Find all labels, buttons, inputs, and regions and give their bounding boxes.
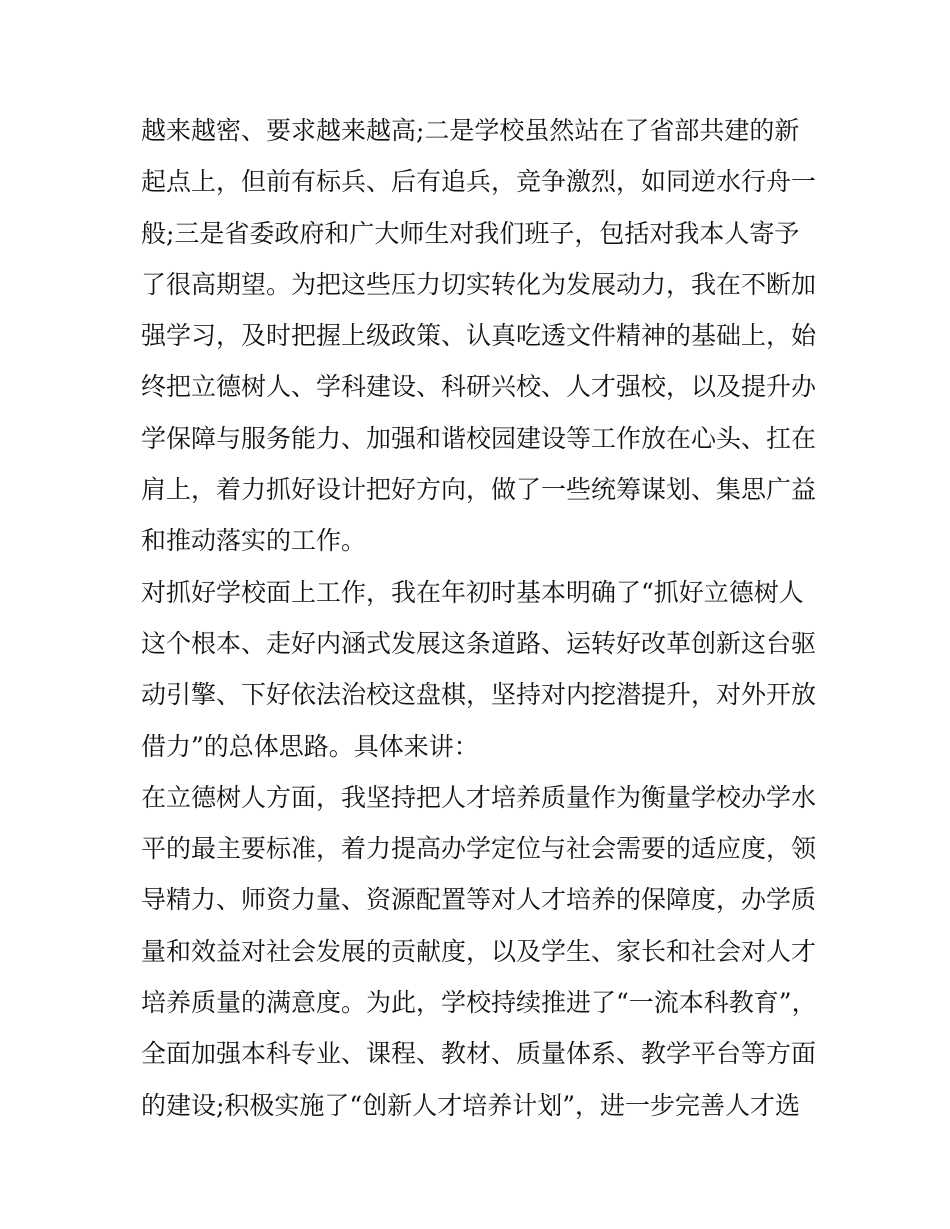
text-line: 强学习，及时把握上级政策、认真吃透文件精神的基础上，始 [141,321,817,351]
text-line: 动引擎、下好依法治校这盘棋，坚持对内挖潜提升，对外开放 [141,680,817,710]
text-line: 对抓好学校面上工作，我在年初时基本明确了“抓好立德树人 [141,577,804,607]
text-line: 越来越密、要求越来越高;二是学校虽然站在了省部共建的新 [141,116,800,145]
body-text [141,105,821,1131]
text-line: 量和效益对社会发展的贡献度，以及学生、家长和社会对人才 [141,936,817,966]
text-line: 肩上，着力抓好设计把好方向，做了一些统筹谋划、集思广益 [141,475,817,505]
text-line: 起点上，但前有标兵、后有追兵，竞争激烈，如同逆水行舟一 [141,167,817,197]
text-line: 这个根本、走好内涵式发展这条道路、运转好改革创新这台驱 [141,628,817,658]
text-line: 终把立德树人、学科建设、科研兴校、人才强校，以及提升办 [141,372,817,402]
text-line: 学保障与服务能力、加强和谐校园建设等工作放在心头、扛在 [141,423,817,453]
text-line: 般;三是省委政府和广大师生对我们班子，包括对我本人寄予 [141,218,800,248]
text-line: 了很高期望。为把这些压力切实转化为发展动力，我在不断加 [141,269,817,299]
text-line: 在立德树人方面，我坚持把人才培养质量作为衡量学校办学水 [141,782,817,812]
text-line: 借力”的总体思路。具体来讲： [141,731,479,761]
text-line: 全面加强本科专业、课程、教材、质量体系、教学平台等方面 [141,1039,817,1069]
text-line: 和推动落实的工作。 [141,526,367,556]
text-line: 的建设;积极实施了“创新人才培养计划”，进一步完善人才选 [141,1090,800,1120]
text-line: 导精力、师资力量、资源配置等对人才培养的保障度，办学质 [141,885,817,915]
text-line: 平的最主要标准，着力提高办学定位与社会需要的适应度，领 [141,834,817,864]
text-line: 培养质量的满意度。为此，学校持续推进了“一流本科教育”， [141,988,817,1018]
